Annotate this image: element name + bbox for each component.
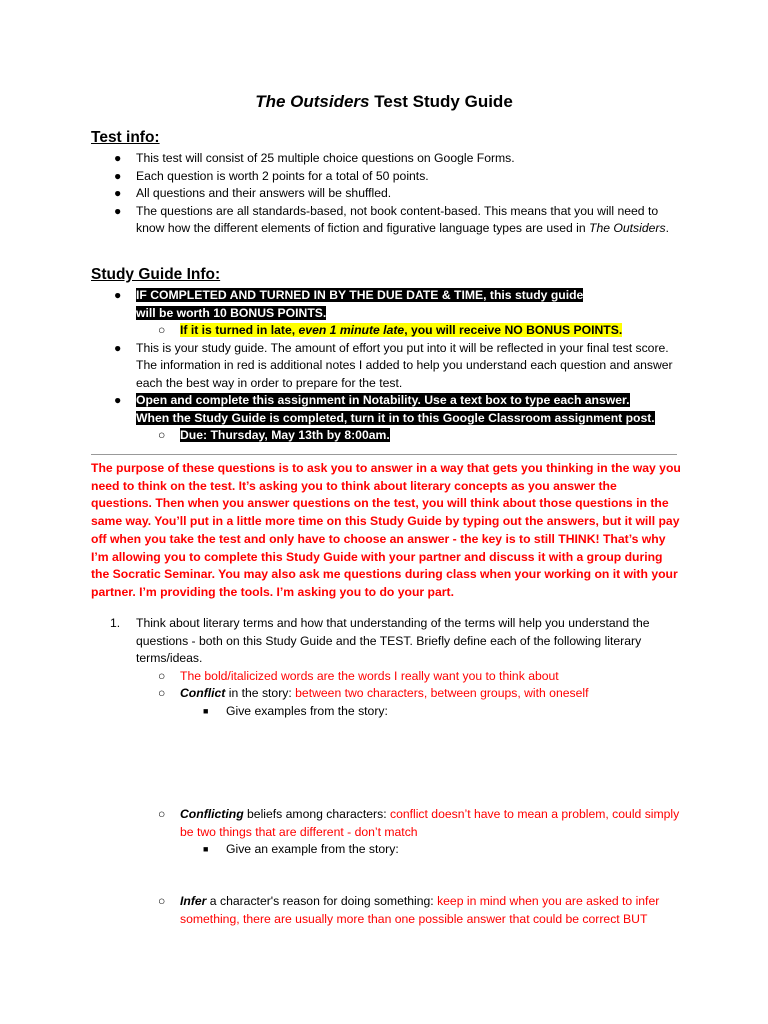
- list-item: [0, 392, 768, 427]
- divider: [91, 454, 677, 455]
- list-item: [0, 168, 768, 186]
- study-guide-info-heading: Study Guide Info:: [91, 266, 221, 283]
- effort-text: This is your study guide. The amount of effort you put into it will be reflected in your final test score. The information in red is additional notes I added to help you understand each question and answer each the best way in order to prepare for the test.: [136, 340, 673, 390]
- list-item: [0, 703, 768, 721]
- hollow-bullet-icon: ○: [158, 807, 166, 821]
- term-infer-rest: a character's reason for doing something:: [206, 894, 438, 908]
- bullet-icon: ●: [114, 340, 122, 355]
- test-info-heading: Test info:: [91, 129, 160, 146]
- purpose-paragraph: The purpose of these questions is to ask you to answer in a way that gets you thinking in the way you need to think on the test. It’s asking you to think about literary concepts as you answer the questions. Then when you answer questions on the test, you will think about those questions in the same way. You’ll put in a little more time on this Study Guide by typing out the answers, but it will pay off when you take the test and only have to choose an answer - the key is to still THINK! That’s why I’m allowing you to complete this Study Guide with your partner and discuss it with a group during the Socratic Seminar. You may also ask me questions during class when your working on it with your partner. I’m providing the tools. I’m asking you to do your part.: [91, 461, 681, 599]
- conflicting-block: [0, 806, 768, 859]
- late-warning-c: , you will receive NO BONUS POINTS.: [404, 323, 623, 337]
- term-infer-note: keep in mind when you are asked to infer something, there are usually more than one possible answer that could be correct BUT: [180, 894, 660, 926]
- question-number: 1.: [110, 616, 121, 630]
- late-warning-a: If it is turned in late,: [180, 323, 299, 337]
- list-item: [0, 185, 768, 203]
- bullet-icon: ●: [114, 186, 122, 200]
- term-conflicting: Conflicting: [180, 807, 244, 821]
- bonus-line-2: will be worth 10 BONUS POINTS.: [136, 305, 327, 320]
- question-text: Think about literary terms and how that understanding of the terms will help you understand the questions - both on this Study Guide and the TEST. Briefly define each of the following literary terms/ideas.: [136, 616, 650, 665]
- square-bullet-icon: ■: [203, 844, 209, 854]
- bullet-icon: ●: [114, 203, 122, 218]
- list-item-text: The questions are all standards-based, not book content-based. This means that you will need to know how the different elements of fiction and figurative language types are used in: [136, 203, 659, 235]
- note-text: The bold/italicized words are the words I really want you to think about: [180, 668, 559, 683]
- list-item: [0, 841, 768, 859]
- bullet-icon: ●: [114, 288, 122, 302]
- list-item: [0, 322, 768, 340]
- late-warning: [180, 323, 622, 337]
- question-list: [0, 615, 768, 720]
- term-conflicting-note: conflict doesn’t have to mean a problem, could simply be two things that are different - don’t match: [180, 807, 680, 839]
- page-title: [0, 92, 768, 112]
- list-item: [0, 668, 768, 686]
- title-italic: The Outsiders: [255, 92, 370, 111]
- period: .: [665, 221, 669, 235]
- term-conflicting-rest: beliefs among characters:: [243, 807, 390, 821]
- list-item: [0, 340, 768, 393]
- study-guide-info-list: [0, 287, 768, 445]
- term-conflict-rest: in the story:: [225, 686, 296, 700]
- conflict-prompt: Give examples from the story:: [226, 703, 388, 718]
- bullet-icon: ●: [114, 168, 122, 183]
- list-item-text: Each question is worth 2 points for a total of 50 points.: [136, 168, 429, 183]
- hollow-bullet-icon: ○: [158, 323, 166, 337]
- list-item: [0, 685, 768, 703]
- hollow-bullet-icon: ○: [158, 668, 166, 683]
- hollow-bullet-icon: ○: [158, 686, 166, 700]
- term-conflict: Conflict: [180, 686, 226, 700]
- notability-line-1: Open and complete this assignment in Notability. Use a text box to type each answer.: [136, 393, 630, 407]
- term-infer: Infer: [180, 894, 207, 908]
- list-item-text: This test will consist of 25 multiple choice questions on Google Forms.: [136, 151, 515, 165]
- notability-line-2: When the Study Guide is completed, turn it in to this Google Classroom assignment post.: [136, 410, 655, 425]
- bullet-icon: ●: [114, 151, 122, 165]
- conflicting-prompt: Give an example from the story:: [226, 842, 399, 856]
- list-item: [0, 806, 768, 841]
- square-bullet-icon: ■: [203, 705, 209, 716]
- list-item: [0, 203, 768, 238]
- title-rest: Test Study Guide: [369, 92, 513, 111]
- bonus-line-1: IF COMPLETED AND TURNED IN BY THE DUE DATE & TIME, this study guide: [136, 288, 584, 302]
- due-date: Due: Thursday, May 13th by 8:00am.: [180, 428, 390, 442]
- hollow-bullet-icon: ○: [158, 428, 166, 442]
- list-item: [0, 150, 768, 168]
- book-title: The Outsiders: [589, 221, 666, 235]
- list-item: [0, 893, 768, 928]
- question-1: [0, 615, 768, 668]
- list-item: [0, 427, 768, 445]
- infer-block: [0, 893, 768, 928]
- term-conflict-note: between two characters, between groups, with oneself: [295, 686, 589, 700]
- hollow-bullet-icon: ○: [158, 894, 166, 908]
- late-warning-b: even 1 minute late: [298, 323, 405, 337]
- bullet-icon: ●: [114, 393, 122, 407]
- test-info-list: [0, 150, 768, 238]
- list-item-text: All questions and their answers will be shuffled.: [136, 186, 392, 200]
- list-item: [0, 287, 768, 322]
